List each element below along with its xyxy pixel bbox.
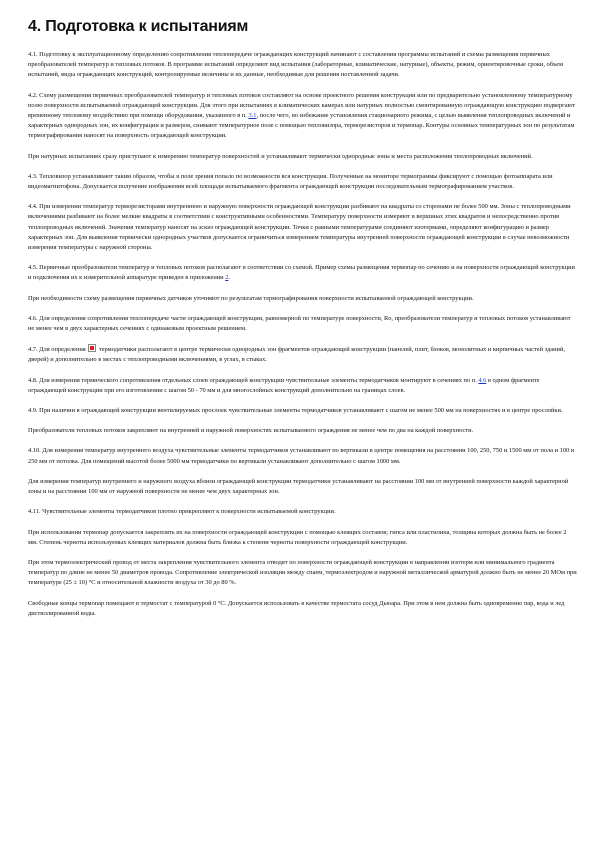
paragraph-text: 4.4. При измерении температур терморезисторами внутреннюю и наружную поверхности ограждающей конструкции разбивают на квадраты со сторонами не более 500 мм. Зоны с теплопроводными включениями разбивают на более мелкие квадраты в соответствии с конструктивными особенностями. Температуру поверхности измеряют в вершинах этих квадратов и непосредственно против теплопроводных включений. Значения температур наносят на эскиз ограждающей конструкции. Точки с равными температурами соединяют изотермами, определяют конфигурацию и размер характерных зон. Для выявления термически однородных участков допускается ограничиться измерением температуры внутренней поверхности ограждающей конструкции в случае невозможности измерения температуры с наружной стороны. — [28, 203, 571, 252]
reference-link[interactable]: 3.1 — [248, 112, 257, 120]
paragraph — [28, 376, 577, 396]
paragraph-text: Свободные концы термопар помещают в термостат с температурой 0 °С. Допускается использовать в качестве термостата сосуд Дьюара. При этом в нем должна быть одновременно пар, вода и лед дистиллированной воды. — [28, 599, 565, 617]
paragraph-text: 4.5. Первичные преобразователи температур и тепловых потоков располагают в соответствии со схемой. Пример схемы размещения термопар по сечению и на поверхности ограждающей конструкции и подключения их к измерительной аппаратуре приведен в приложении — [28, 264, 575, 282]
paragraph-text: . — [228, 274, 230, 282]
paragraph — [28, 507, 577, 517]
paragraph-text: Для измерения температур внутреннего и наружного воздуха вблизи ограждающей конструкции термодатчики устанавливают на расстоянии 100 мм от внутренней поверхности каждой характерной зоны и на расстоянии 100 мм от наружной поверхности не менее чем двух характерных зон. — [28, 477, 569, 496]
paragraph-text: При натурных испытаниях сразу приступают к измерению температур поверхностей и устанавливают термически однородные зоны и места расположения теплопроводных включений. — [28, 152, 533, 160]
paragraph-text: 4.9. При наличии в ограждающей конструкции вентилируемых прослоек чувствительные элементы термодатчиков устанавливают с шагом не менее 500 мм на поверхностях и в центре прослойки. — [28, 407, 563, 415]
reference-link[interactable]: 4.6 — [478, 376, 487, 384]
paragraph-text: в одном фрагменте ограждающей конструкции при его изготовлении с шагом 50 - 70 мм и для многослойных конструкций дополнительно на границах слоев. — [28, 376, 540, 394]
paragraph-text: При этом термоэлектрический провод от места закрепления чувствительного элемента отводят по поверхности ограждающей конструкции в направлении изотерм или минимального градиента температур по длине не менее 50 диаметров провода. Сопротивление электрической изоляции между спаем, термоэлектродом и наружной металлической арматурой должно быть не менее 20 МОм при температуре (25 ± 10) °С и относительной влажности воздуха от 30 до 80 %. — [28, 558, 577, 587]
paragraph-text: 4.6. Для определения сопротивления теплопередаче части ограждающей конструкции, равномерной по температуре поверхности, Ro, преобразователи температур и тепловых потоков устанавливают не менее чем в двух характерных сечениях с одинаковым проектным решением. — [28, 314, 571, 333]
paragraph — [28, 91, 577, 142]
paragraph — [28, 152, 577, 162]
paragraph — [28, 446, 577, 466]
paragraph-text: 4.3. Тепловизор устанавливают таким образом, чтобы в поле зрения попало по возможности вся конструкция. Полученные на мониторе термограммы фиксируют с помощью фотоаппарата или видеомагнитофона. Допускается получение изображения всей площади испытываемого фрагмента ограждающей конструкции последовательным термографированием участков. — [28, 172, 553, 191]
paragraph-text: 4.8. Для измерения термического сопротивления отдельных слоев ограждающей конструкции чувствительные элементы термодатчиков монтируют в сечениях по п. — [28, 376, 479, 384]
paragraph-text: 4.10. Для измерения температур внутреннего воздуха чувствительные элементы термодатчиков устанавливают по вертикали в центре помещения на расстоянии 100, 250, 750 и 1500 мм от пола и 100 и 250 мм от потолка. Для помещений высотой более 5000 мм термодатчики по вертикали устанавливают дополнительно с шагом 1000 мм. — [28, 447, 575, 465]
paragraph — [28, 202, 577, 253]
paragraph — [28, 528, 577, 548]
paragraph — [28, 599, 577, 619]
paragraph-text: 4.7. Для определения — [28, 346, 88, 354]
paragraph — [28, 314, 577, 334]
page-title: 4. Подготовка к испытаниям — [28, 18, 249, 35]
paragraph — [28, 558, 577, 589]
reference-link[interactable]: 2 — [225, 274, 229, 282]
paragraph-text: Преобразователи тепловых потоков закрепляют на внутренней и наружной поверхностях испытываемого ограждения не менее чем по два на каждой поверхности. — [28, 427, 474, 435]
paragraph-text: При использовании термопар допускается закреплять их на поверхности ограждающей конструкции с помощью клеящих составов; гипса или пластилина, толщина которых должна быть не более 2 мм. Степень черноты используемых клеящих материалов должна быть близка к степени черноты поверхности ограждающей конструкции. — [28, 528, 567, 546]
paragraph-text: термодатчики располагают в центре термически однородных зон фрагментов ограждающей конструкции (панелей, плит, блоков, монолитных и кирпичных частей зданий, дверей) и дополнительно в местах с теплопроводными включениями, в углах, в стыках. — [28, 346, 565, 364]
paragraph-text: При необходимости схему размещения первичных датчиков уточняют по результатам термографирования поверхности испытываемой ограждающей конструкции. — [28, 294, 474, 302]
paragraph-text: 4.2. Схему размещения первичных преобразователей температур и тепловых потоков составляют на основе проектного решения конструкции или по предварительно установленному температурному полю поверхности испытываемой ограждающей конструкции. Для этого при испытаниях в климатических камерах или натурных полностью смонтированную ограждающую конструкцию подвергают временному тепловому воздействию при помощи оборудования, указанного в п. — [28, 91, 576, 120]
paragraph — [28, 426, 577, 436]
document-body — [28, 50, 577, 619]
paragraph-text: 4.1. Подготовку к эксплуатационному определению сопротивления теплопередаче ограждающих конструкций начинают с составления программы испытаний и схемы размещения первичных преобразователей температур и тепловых потоков. В программе испытаний определяют вид испытания (лабораторные, климатические, натурные), объекты, режим, ориентировочные сроки, объем испытаний, виды ограждающих конструкций, контролируемые величины и их данные, необходимые для решения поставленной задачи. — [28, 51, 564, 79]
paragraph — [28, 406, 577, 416]
broken-image-icon — [88, 344, 96, 352]
paragraph — [28, 477, 577, 497]
paragraph — [28, 50, 577, 81]
paragraph-text: , после чего, во избежание установления стационарного режима, с целью выявления теплопроводных включений и характерных однородных зон, их конфигурации и размеров, снимают температурное поле с помощью тепловизора, терморезисторов и термопар. Контуры основных температурных зон по результатам термографирования наносят на поверхность ограждающей конструкции. — [28, 112, 575, 140]
paragraph — [28, 263, 577, 283]
paragraph — [28, 172, 577, 192]
paragraph-text: 4.11. Чувствительные элементы термодатчиков плотно прикрепляют к поверхности испытываемой конструкции. — [28, 508, 336, 516]
paragraph — [28, 344, 577, 365]
paragraph — [28, 294, 577, 304]
